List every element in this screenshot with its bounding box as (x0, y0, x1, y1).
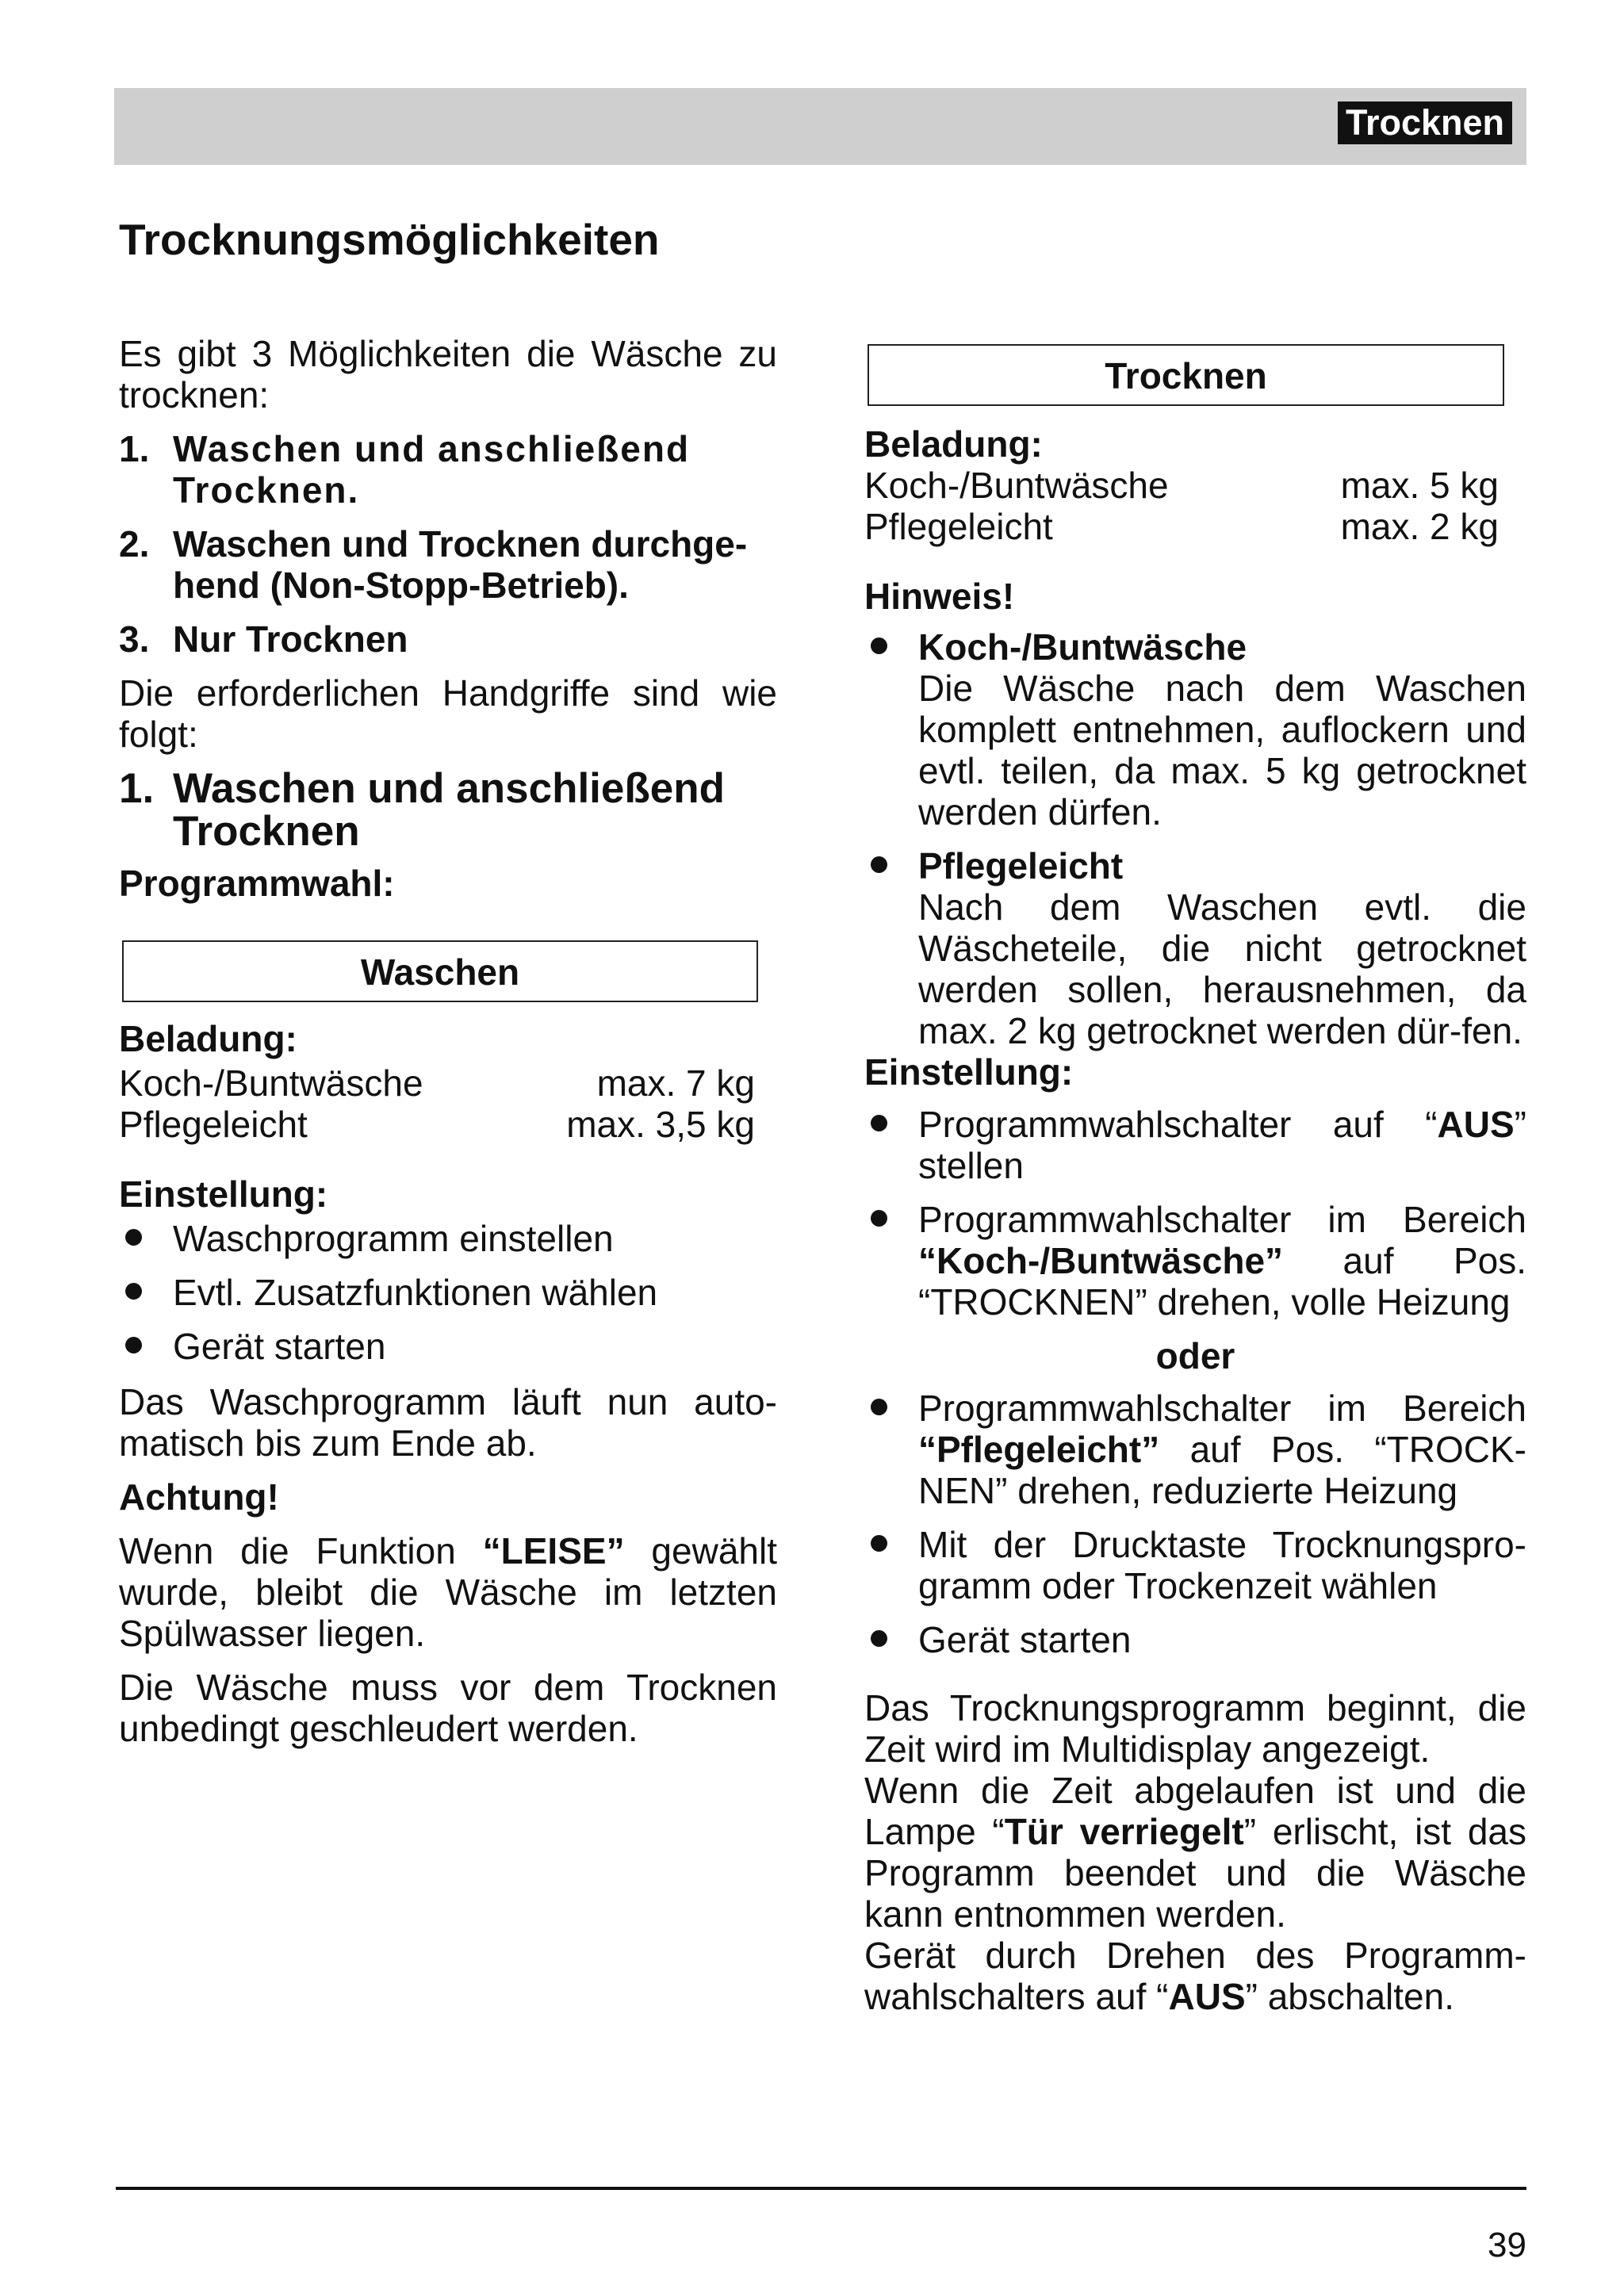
beladung-label: Beladung: (119, 1018, 297, 1059)
einstellung-list (864, 1104, 1526, 1323)
achtung-text-part: Wenn die Funktion (119, 1530, 483, 1572)
achtung-text (119, 1530, 777, 1654)
einstellung-label: Einstellung: (864, 1051, 1074, 1093)
list-item (864, 845, 1526, 1051)
steps-intro: Die erforderlichen Handgriffe sind wie folgt: (119, 672, 777, 755)
list-item (864, 1524, 1526, 1606)
program-box-trocknen: Trocknen (868, 344, 1504, 406)
hinweis-text: Nach dem Waschen evtl. die Wäscheteile, die nicht getrocknet werden sollen, herausnehmen, da max. 2 kg getrocknet werden dür-fen. (918, 886, 1526, 1051)
option-number: 1. (119, 428, 150, 469)
beladung-name: Pflegeleicht (119, 1104, 308, 1145)
pflegeleicht-highlight: “Pflegeleicht” (918, 1429, 1160, 1470)
beladung-name: Koch-/Buntwäsche (864, 465, 1169, 506)
list-item (864, 1619, 1526, 1660)
option-item (119, 523, 777, 606)
section-badge: Trocknen (1338, 101, 1512, 144)
beladung-value: max. 7 kg (596, 1062, 755, 1104)
right-column (864, 344, 1526, 2017)
closing-text-part: Wenn die Zeit abgelaufen ist und die Lampe “ (864, 1770, 1526, 1852)
bullet-icon (871, 856, 887, 873)
hinweis-label: Hinweis! (864, 576, 1015, 617)
beladung-table (864, 465, 1499, 547)
einstellung-label: Einstellung: (119, 1173, 328, 1215)
bullet-icon (871, 1399, 887, 1415)
list-item (864, 1104, 1526, 1186)
beladung-name: Pflegeleicht (864, 506, 1053, 547)
beladung-value: max. 3,5 kg (566, 1104, 755, 1145)
list-item-text: Waschprogramm einstellen (173, 1218, 614, 1259)
option-item (119, 428, 777, 511)
beladung-row (119, 1104, 755, 1145)
footer-rule (116, 2187, 1526, 2190)
section-heading (119, 765, 777, 855)
aus-highlight: AUS (1168, 1976, 1246, 2017)
list-item (864, 1199, 1526, 1323)
list-item-text: Gerät starten (173, 1326, 386, 1367)
beladung-row (119, 1062, 755, 1104)
beladung-value: max. 2 kg (1340, 506, 1499, 547)
closing-text-part: ” abschalten. (1245, 1976, 1455, 2017)
closing-text (864, 1687, 1526, 2017)
bullet-icon (871, 1115, 887, 1131)
section-number: 1. (119, 765, 155, 812)
left-column (119, 333, 777, 1762)
list-item (119, 1326, 777, 1367)
koch-highlight: “Koch-/Buntwäsche” (918, 1240, 1284, 1281)
option-text: Waschen und anschließend Trocknen. (173, 428, 691, 511)
hinweis-text: Die Wäsche nach dem Waschen komplett entnehmen, auflockern und evtl. teilen, da max. 5 kg getrocknet werden dürfen. (918, 668, 1526, 833)
closing-line: Das Trocknungsprogramm beginnt, die Zeit wird im Multidisplay angezeigt. (864, 1687, 1526, 1770)
tuer-verriegelt-highlight: Tür verriegelt (1004, 1811, 1244, 1852)
option-text: Nur Trocknen (173, 618, 408, 660)
program-box-waschen: Waschen (122, 940, 758, 1002)
beladung-label: Beladung: (864, 423, 1043, 465)
list-item-text: Programmwahlschalter im Bereich (918, 1388, 1526, 1429)
programmwahl-label: Programmwahl: (119, 863, 395, 904)
hinweis-list (864, 626, 1526, 1051)
beladung-name: Koch-/Buntwäsche (119, 1062, 423, 1104)
page-number: 39 (1488, 2226, 1526, 2264)
hinweis-title: Koch-/Buntwäsche (918, 626, 1247, 668)
list-item (119, 1218, 777, 1259)
option-number: 2. (119, 523, 150, 565)
beladung-row (864, 506, 1499, 547)
list-item-text: Gerät starten (918, 1619, 1132, 1660)
closing-text-part: ” erlischt, ist das Programm beendet und die Wäsche kann entnommen werden. (864, 1811, 1527, 1935)
closing-line (864, 1770, 1526, 1935)
option-text: Waschen und Trocknen durchge-hend (Non-Stopp-Betrieb). (173, 523, 748, 606)
list-item (864, 1388, 1526, 1511)
closing-line (864, 1935, 1526, 2017)
list-item-text: Programmwahlschalter im Bereich (918, 1199, 1526, 1240)
intro-text: Es gibt 3 Möglichkeiten die Wäsche zu trocknen: (119, 333, 777, 415)
bullet-icon (125, 1229, 142, 1246)
list-item-text: Evtl. Zusatzfunktionen wählen (173, 1272, 658, 1313)
achtung-label: Achtung! (119, 1476, 279, 1518)
list-item-text: auf Pos. “TROCK-NEN” drehen, reduzierte Heizung (918, 1429, 1526, 1511)
bullet-icon (871, 1210, 887, 1227)
einstellung-list-continued (864, 1388, 1526, 1660)
bullet-icon (871, 1630, 887, 1647)
list-item-text: auf Pos. “TROCKNEN” drehen, volle Heizung (918, 1240, 1526, 1323)
auto-text: Das Waschprogramm läuft nun auto-matisch bis zum Ende ab. (119, 1381, 777, 1464)
closing-text-part: Gerät durch Drehen des Programm-wahlschalters auf “ (864, 1935, 1526, 2017)
oder-text: oder (1155, 1335, 1235, 1376)
options-list (119, 428, 777, 660)
beladung-value: max. 5 kg (1340, 465, 1499, 506)
bullet-icon (871, 1535, 887, 1552)
schleudern-text: Die Wäsche muss vor dem Trocknen unbedingt geschleudert werden. (119, 1667, 777, 1749)
page-title: Trocknungsmöglichkeiten (119, 215, 660, 264)
option-number: 3. (119, 618, 150, 660)
bullet-icon (125, 1283, 142, 1300)
bullet-icon (871, 637, 887, 654)
beladung-row (864, 465, 1499, 506)
list-item-text: Mit der Drucktaste Trocknungspro-gramm oder Trockenzeit wählen (918, 1524, 1526, 1606)
list-item-text: Programmwahlschalter auf “ (918, 1104, 1438, 1145)
list-item (864, 626, 1526, 833)
list-item-text: ” stellen (918, 1104, 1526, 1186)
aus-highlight: AUS (1437, 1104, 1515, 1145)
list-item (119, 1272, 777, 1313)
bullet-icon (125, 1337, 142, 1353)
einstellung-list (119, 1218, 777, 1367)
leise-highlight: “LEISE” (482, 1530, 625, 1572)
beladung-table (119, 1062, 755, 1145)
header-band (114, 88, 1526, 165)
achtung-text-part: gewählt wurde, bleibt die Wäsche im letzten Spülwasser liegen. (119, 1530, 777, 1654)
hinweis-title: Pflegeleicht (918, 845, 1124, 886)
section-title: Waschen und anschließend Trocknen (173, 765, 725, 855)
option-item (119, 618, 777, 660)
